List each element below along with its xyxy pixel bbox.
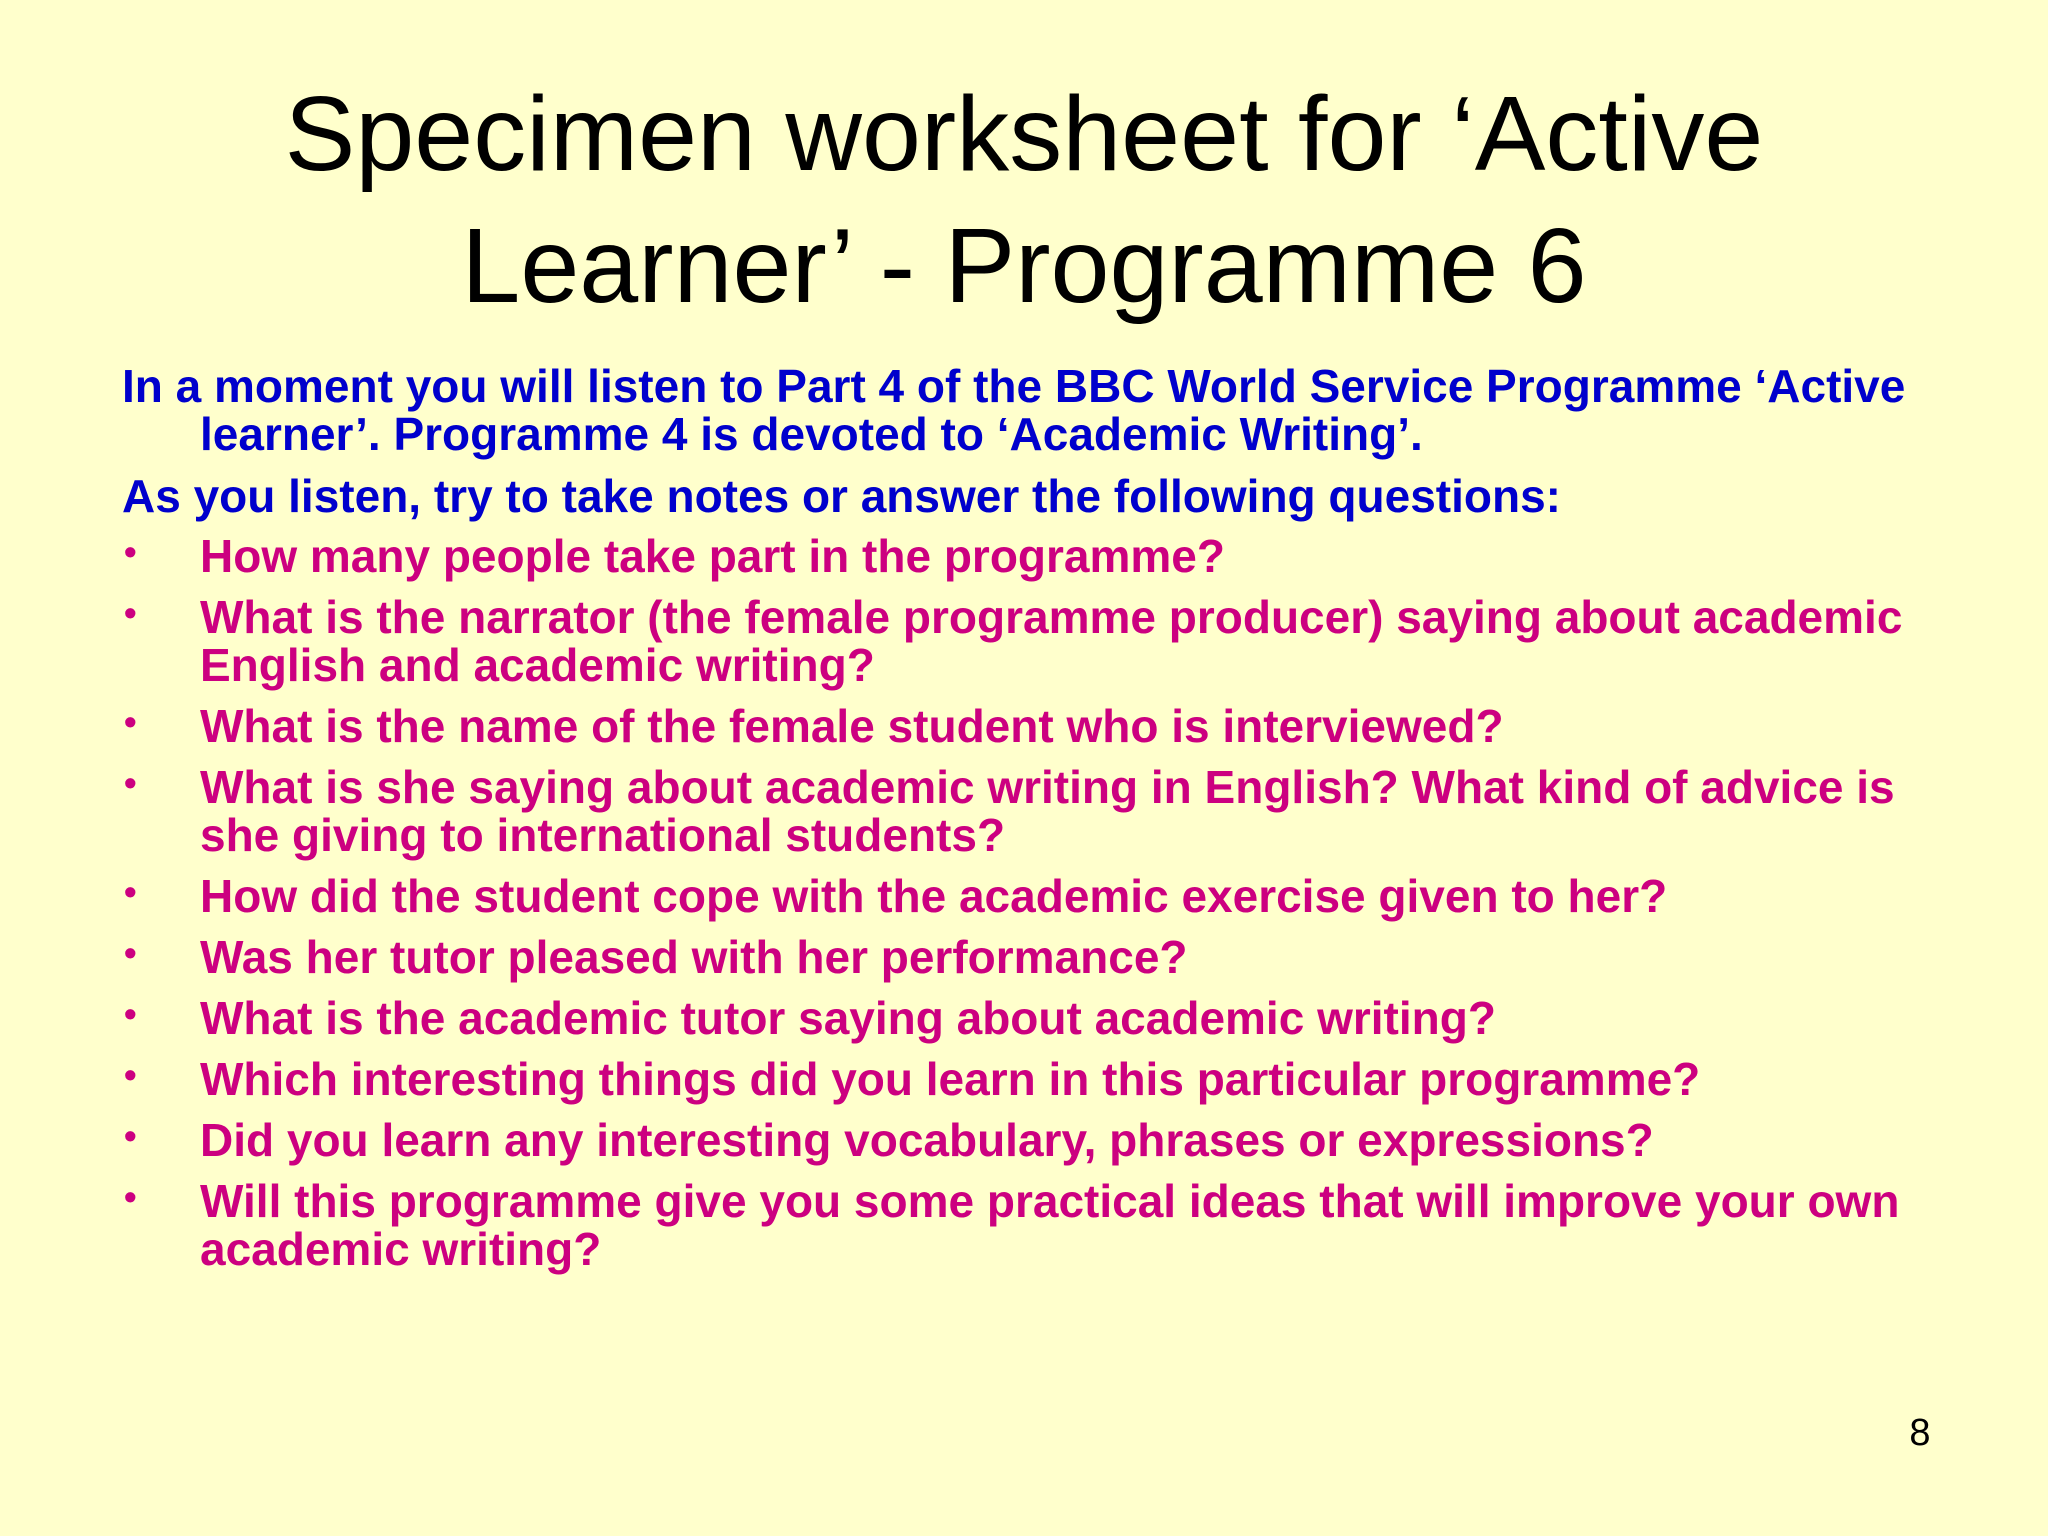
bullet-icon: • xyxy=(124,531,137,572)
question-text: Will this programme give you some practical ideas that will improve your own academic writing? xyxy=(200,1175,1900,1275)
question-text: What is the academic tutor saying about academic writing? xyxy=(200,992,1496,1044)
question-item xyxy=(122,872,1942,920)
slide-body xyxy=(122,362,1942,1286)
question-item xyxy=(122,1116,1942,1164)
question-list xyxy=(122,532,1942,1273)
question-item xyxy=(122,1055,1942,1103)
bullet-icon: • xyxy=(124,701,137,742)
question-text: Did you learn any interesting vocabulary, phrases or expressions? xyxy=(200,1114,1654,1166)
bullet-icon: • xyxy=(124,871,137,912)
question-text: How many people take part in the programme? xyxy=(200,530,1225,582)
question-item xyxy=(122,994,1942,1042)
question-text: How did the student cope with the academic exercise given to her? xyxy=(200,870,1668,922)
instruction-line: As you listen, try to take notes or answer the following questions: xyxy=(122,470,1561,522)
question-item xyxy=(122,702,1942,750)
bullet-icon: • xyxy=(124,1054,137,1095)
bullet-icon: • xyxy=(124,1176,137,1217)
question-item xyxy=(122,593,1942,689)
slide-title: Specimen worksheet for ‘Active Learner’ - Programme 6 xyxy=(284,75,1764,325)
question-item xyxy=(122,763,1942,859)
question-text: What is the narrator (the female programme producer) saying about academic English and academic writing? xyxy=(200,591,1903,691)
question-item xyxy=(122,933,1942,981)
page-number: 8 xyxy=(1909,1412,1931,1454)
intro-paragraph: In a moment you will listen to Part 4 of the BBC World Service Programme ‘Active learner’. Programme 4 is devoted to ‘Academic Writing’. xyxy=(122,360,1906,460)
bullet-icon: • xyxy=(124,993,137,1034)
bullet-icon: • xyxy=(124,762,137,803)
question-text: What is she saying about academic writing in English? What kind of advice is she giving to international students? xyxy=(200,761,1895,861)
bullet-icon: • xyxy=(124,592,137,633)
question-item xyxy=(122,1177,1942,1273)
bullet-icon: • xyxy=(124,932,137,973)
question-text: Was her tutor pleased with her performance? xyxy=(200,931,1188,983)
question-text: What is the name of the female student who is interviewed? xyxy=(200,700,1504,752)
bullet-icon: • xyxy=(124,1115,137,1156)
question-text: Which interesting things did you learn in this particular programme? xyxy=(200,1053,1701,1105)
question-item xyxy=(122,532,1942,580)
